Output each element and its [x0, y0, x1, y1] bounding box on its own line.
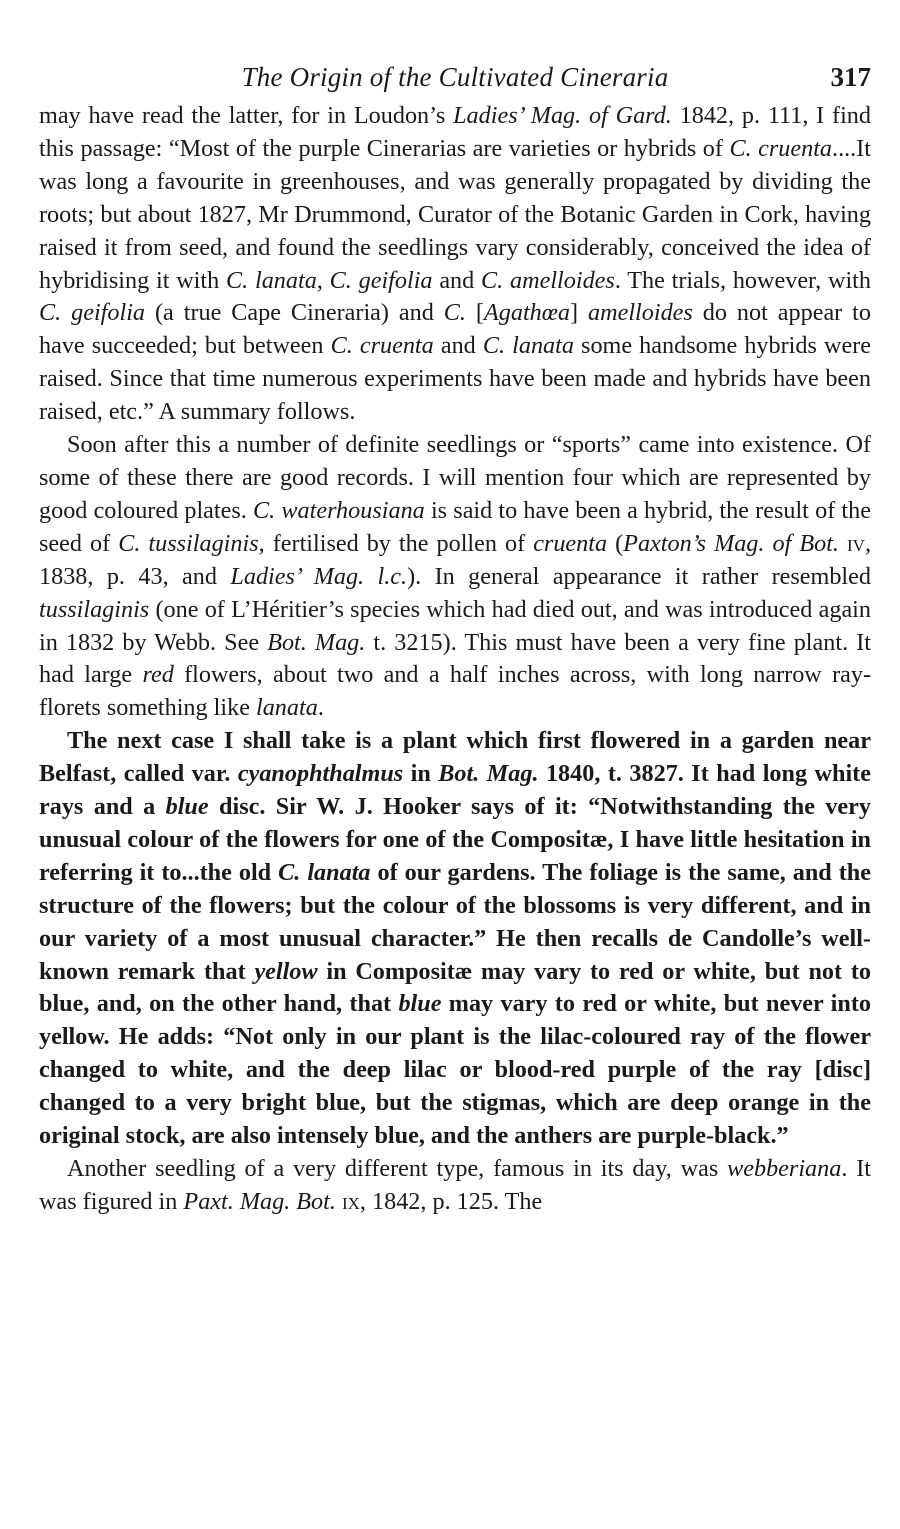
text-run: in	[403, 760, 439, 788]
italic-text: amelloides	[588, 299, 693, 327]
text-run: . It was figured in	[39, 1155, 871, 1215]
italic-text: C. tussilaginis	[118, 529, 259, 557]
text-run: (one of L’Héritier’s species which had died out, and was introduced again in 1832 by Webb. See	[39, 595, 871, 656]
paragraph	[39, 100, 871, 429]
italic-text: C. lanata	[278, 858, 371, 886]
italic-text: Paxton’s Mag. of Bot.	[623, 529, 839, 557]
italic-text: Bot. Mag.	[438, 760, 539, 788]
paragraph	[39, 1153, 871, 1219]
text-run: .	[317, 694, 324, 722]
italic-text: C. lanata	[226, 266, 317, 294]
text-run: may have read the latter, for in Loudon’s	[39, 102, 454, 129]
text-run: in Compositæ may vary to red or white, but not to blue, and, on the other hand, that	[39, 957, 871, 1018]
text-run: ]	[570, 299, 589, 327]
italic-text: C. cruenta	[729, 134, 833, 162]
running-title: The Origin of the Cultivated Cineraria	[241, 62, 669, 92]
text-run: some handsome hybrids were raised. Since that time numerous experiments have been made and hybrids have been raised, etc.” A summary follows.	[39, 332, 871, 426]
italic-text: C. geifolia	[329, 266, 433, 294]
italic-text: tussilaginis	[39, 595, 150, 623]
text-run: [	[465, 299, 484, 327]
text-run: ....It was long a favourite in greenhouses, and was generally propagated by dividing the roots; but about 1827, Mr Drummond, Curator of the Botanic Garden in Cork, having raised it from seed, and found the seedlings vary considerably, conceived the idea of hybridising it with	[39, 134, 871, 294]
italic-text: cruenta	[533, 529, 608, 557]
text-run: flowers, about two and a half inches across, with long narrow ray-florets something like	[39, 661, 872, 722]
text-run: , 1838, p. 43, and	[39, 529, 871, 590]
italic-text: webberiana	[727, 1155, 842, 1182]
italic-text: C.	[443, 299, 466, 327]
text-run: and	[433, 332, 483, 360]
body-text	[39, 100, 871, 1219]
text-run: ). In general appearance it rather resembled	[407, 562, 871, 590]
small-caps-text: iv	[847, 529, 865, 557]
italic-text: Ladies’ Mag. of Gard.	[453, 102, 672, 129]
text-run: t. 3215). This must have been a very fine plant. It had large	[39, 628, 871, 689]
text-run: of our gardens. The foliage is the same, and the structure of the flowers; but the colour of the blossoms is very different, and in our variety of a most unusual character.” He then recalls de Candolle’s well-known remark that	[39, 858, 871, 985]
small-caps-text: ix	[341, 1187, 360, 1215]
italic-text: cyanophthalmus	[237, 760, 404, 788]
text-run: The next case I shall take is a plant which first flowered in a garden near Belfast, called var.	[39, 727, 871, 788]
text-run: Soon after this a number of definite seedlings or “sports” came into existence. Of some of these there are good records. I will mention four which are represented by good coloured plates.	[39, 431, 871, 524]
text-run: (a true Cape Cineraria) and	[145, 299, 444, 327]
book-page	[39, 60, 871, 1219]
text-run: do not appear to have succeeded; but between	[39, 299, 871, 360]
text-run: (	[607, 529, 624, 557]
text-run: . The trials, however, with	[614, 266, 871, 294]
italic-text: lanata	[255, 694, 318, 722]
italic-text: blue	[398, 990, 442, 1018]
italic-text: C. lanata	[482, 332, 574, 360]
text-run: may vary to red or white, but never into yellow. He adds: “Not only in our plant is the lilac-coloured ray of the flower changed to white, and the deep lilac or blood-red purple of the ray [disc] changed to a very bright blue, but the stigmas, which are deep orange in the original stock, are also intensely blue, and the anthers are purple-black.”	[39, 990, 871, 1150]
paragraph	[39, 429, 871, 725]
text-run	[839, 530, 847, 557]
italic-text: blue	[165, 793, 209, 821]
italic-text: Ladies’ Mag. l.c.	[230, 562, 408, 590]
paragraph	[39, 725, 871, 1153]
italic-text: yellow	[254, 957, 318, 985]
text-run: Another seedling of a very different type, famous in its day, was	[67, 1155, 728, 1182]
italic-text: C. waterhousiana	[253, 496, 425, 524]
text-run: 1840, t. 3827. It had long white rays and a	[39, 760, 871, 821]
running-head	[39, 60, 871, 100]
text-run: and	[432, 266, 482, 294]
page-number: 317	[830, 62, 871, 92]
italic-text: C. geifolia	[39, 299, 146, 327]
text-run: disc. Sir W. J. Hooker says of it: “Notwithstanding the very unusual colour of the flowers for one of the Compositæ, I have little hesitation in referring it to...the old	[39, 793, 871, 886]
text-run: 1842, p. 111, I find this passage: “Most of the purple Cinerarias are varieties or hybrids of	[39, 102, 871, 162]
text-run: is said to have been a hybrid, the result of the seed of	[39, 496, 871, 557]
text-run: , fertilised by the pollen of	[258, 529, 534, 557]
italic-text: Agathœa	[484, 299, 571, 327]
italic-text: C. cruenta	[330, 332, 434, 360]
text-run: , 1842, p. 125. The	[359, 1187, 543, 1215]
italic-text: red	[142, 661, 174, 689]
italic-text: C. amelloides	[481, 266, 615, 294]
italic-text: Bot. Mag.	[267, 628, 366, 656]
text-run: ,	[316, 266, 330, 294]
italic-text: Paxt. Mag. Bot.	[183, 1187, 336, 1215]
